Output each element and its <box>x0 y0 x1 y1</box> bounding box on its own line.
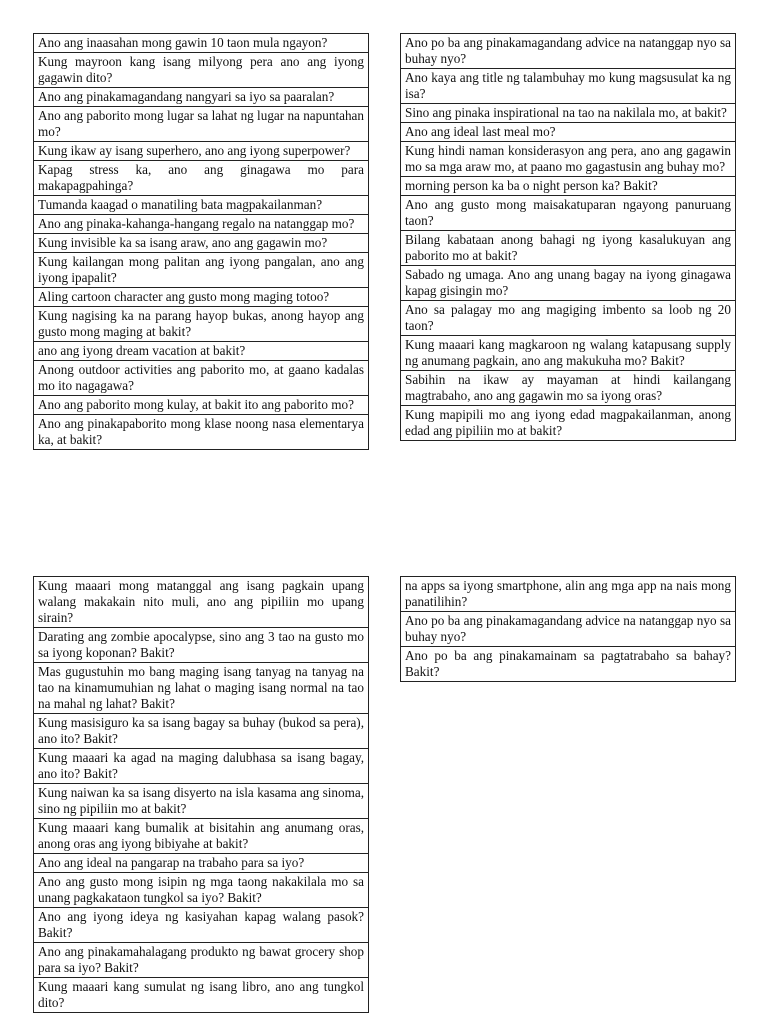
question-row <box>401 612 736 647</box>
question-row <box>401 177 736 196</box>
question-row <box>401 301 736 336</box>
question-row <box>401 647 736 682</box>
question-row <box>34 749 369 784</box>
question-row <box>34 307 369 342</box>
question-cell: Kung kailangan mong palitan ang iyong pangalan, ano ang iyong ipapalit? <box>34 253 369 288</box>
question-cell: Ano ang pinakamagandang nangyari sa iyo sa paaralan? <box>34 88 369 107</box>
question-cell: Ano ang pinaka-kahanga-hangang regalo na natanggap mo? <box>34 215 369 234</box>
question-row <box>401 34 736 69</box>
question-row <box>401 406 736 441</box>
question-cell: Ano ang iyong ideya ng kasiyahan kapag walang pasok? Bakit? <box>34 908 369 943</box>
question-row <box>34 854 369 873</box>
question-cell: na apps sa iyong smartphone, alin ang mga app na nais mong panatilihin? <box>401 577 736 612</box>
question-cell: Darating ang zombie apocalypse, sino ang 3 tao na gusto mo sa iyong koponan? Bakit? <box>34 628 369 663</box>
question-cell: Kung hindi naman konsiderasyon ang pera, ano ang gagawin mo sa mga araw mo, at paano mo gagastusin ang buhay mo? <box>401 142 736 177</box>
question-row <box>34 978 369 1013</box>
question-row <box>34 215 369 234</box>
question-cell: Ano po ba ang pinakamagandang advice na natanggap nyo sa buhay nyo? <box>401 34 736 69</box>
question-row <box>34 53 369 88</box>
question-cell: Ano ang paborito mong kulay, at bakit ito ang paborito mo? <box>34 396 369 415</box>
question-row <box>34 415 369 450</box>
question-cell: Kung mapipili mo ang iyong edad magpakailanman, anong edad ang pipiliin mo at bakit? <box>401 406 736 441</box>
question-row <box>34 396 369 415</box>
question-cell: Kung naiwan ka sa isang disyerto na isla kasama ang sinoma, sino ng pipiliin mo at bakit? <box>34 784 369 819</box>
question-cell: Ano kaya ang title ng talambuhay mo kung magsusulat ka ng isa? <box>401 69 736 104</box>
question-row <box>34 628 369 663</box>
question-cell: Sabihin na ikaw ay mayaman at hindi kailangang magtrabaho, ano ang gagawin mo sa iyong oras? <box>401 371 736 406</box>
question-row <box>34 943 369 978</box>
question-row <box>401 69 736 104</box>
question-cell: Kung maaari kang sumulat ng isang libro, ano ang tungkol dito? <box>34 978 369 1013</box>
question-row <box>34 253 369 288</box>
questions-table-bottom-right <box>400 576 736 682</box>
question-row <box>34 819 369 854</box>
question-cell: Kung nagising ka na parang hayop bukas, anong hayop ang gusto mong maging at bakit? <box>34 307 369 342</box>
question-row <box>34 873 369 908</box>
question-cell: Kung masisiguro ka sa isang bagay sa buhay (bukod sa pera), ano ito? Bakit? <box>34 714 369 749</box>
question-cell: Ano ang pinakapaborito mong klase noong nasa elementarya ka, at bakit? <box>34 415 369 450</box>
question-cell: Aling cartoon character ang gusto mong maging totoo? <box>34 288 369 307</box>
question-cell: Ano ang paborito mong lugar sa lahat ng lugar na napuntahan mo? <box>34 107 369 142</box>
question-cell: Ano po ba ang pinakamainam sa pagtatrabaho sa bahay? Bakit? <box>401 647 736 682</box>
question-row <box>34 107 369 142</box>
question-cell: ano ang iyong dream vacation at bakit? <box>34 342 369 361</box>
question-cell: Kung ikaw ay isang superhero, ano ang iyong superpower? <box>34 142 369 161</box>
question-row <box>34 234 369 253</box>
question-cell: Kung maaari ka agad na maging dalubhasa sa isang bagay, ano ito? Bakit? <box>34 749 369 784</box>
question-cell: Ano po ba ang pinakamagandang advice na natanggap nyo sa buhay nyo? <box>401 612 736 647</box>
question-cell: Mas gugustuhin mo bang maging isang tanyag na tanyag na tao na kinamumuhian ng lahat o maging isang normal na tao na mahal ng lahat? Bakit? <box>34 663 369 714</box>
question-row <box>401 196 736 231</box>
question-cell: morning person ka ba o night person ka? Bakit? <box>401 177 736 196</box>
questions-table-bottom-left <box>33 576 369 1013</box>
question-row <box>34 342 369 361</box>
question-row <box>34 784 369 819</box>
question-cell: Kung maaari kang bumalik at bisitahin ang anumang oras, anong oras ang iyong bibiyahe at bakit? <box>34 819 369 854</box>
question-row <box>401 336 736 371</box>
question-cell: Kung maaari kang magkaroon ng walang katapusang supply ng anumang pagkain, ano ang makukuha mo? Bakit? <box>401 336 736 371</box>
question-row <box>401 123 736 142</box>
question-cell: Sino ang pinaka inspirational na tao na nakilala mo, at bakit? <box>401 104 736 123</box>
question-row <box>34 361 369 396</box>
question-row <box>401 266 736 301</box>
question-cell: Sabado ng umaga. Ano ang unang bagay na iyong ginagawa kapag gisingin mo? <box>401 266 736 301</box>
question-cell: Kung maaari mong matanggal ang isang pagkain upang walang makakain nito muli, ano ang pipiliin mo upang sirain? <box>34 577 369 628</box>
question-cell: Kung invisible ka sa isang araw, ano ang gagawin mo? <box>34 234 369 253</box>
question-row <box>34 161 369 196</box>
question-cell: Kung mayroon kang isang milyong pera ano ang iyong gagawin dito? <box>34 53 369 88</box>
question-row <box>34 196 369 215</box>
question-row <box>34 577 369 628</box>
question-row <box>401 371 736 406</box>
question-cell: Kapag stress ka, ano ang ginagawa mo para makapagpahinga? <box>34 161 369 196</box>
question-cell: Ano ang ideal last meal mo? <box>401 123 736 142</box>
question-cell: Ano ang pinakamahalagang produkto ng bawat grocery shop para sa iyo? Bakit? <box>34 943 369 978</box>
question-cell: Ano ang gusto mong maisakatuparan ngayong panuruang taon? <box>401 196 736 231</box>
question-cell: Bilang kabataan anong bahagi ng iyong kasalukuyan ang paborito mo at bakit? <box>401 231 736 266</box>
question-cell: Ano ang inaasahan mong gawin 10 taon mula ngayon? <box>34 34 369 53</box>
question-row <box>401 104 736 123</box>
question-row <box>34 714 369 749</box>
question-row <box>34 908 369 943</box>
question-cell: Ano ang ideal na pangarap na trabaho para sa iyo? <box>34 854 369 873</box>
question-row <box>401 142 736 177</box>
question-cell: Tumanda kaagad o manatiling bata magpakailanman? <box>34 196 369 215</box>
question-cell: Anong outdoor activities ang paborito mo, at gaano kadalas mo ito nagagawa? <box>34 361 369 396</box>
question-row <box>34 663 369 714</box>
question-cell: Ano sa palagay mo ang magiging imbento sa loob ng 20 taon? <box>401 301 736 336</box>
question-row <box>34 288 369 307</box>
question-cell: Ano ang gusto mong isipin ng mga taong nakakilala mo sa unang pagkakataon tungkol sa iyo? Bakit? <box>34 873 369 908</box>
question-row <box>34 142 369 161</box>
questions-table-top-right <box>400 33 736 441</box>
question-row <box>401 577 736 612</box>
question-row <box>34 34 369 53</box>
questions-table-top-left <box>33 33 369 450</box>
question-row <box>401 231 736 266</box>
question-row <box>34 88 369 107</box>
